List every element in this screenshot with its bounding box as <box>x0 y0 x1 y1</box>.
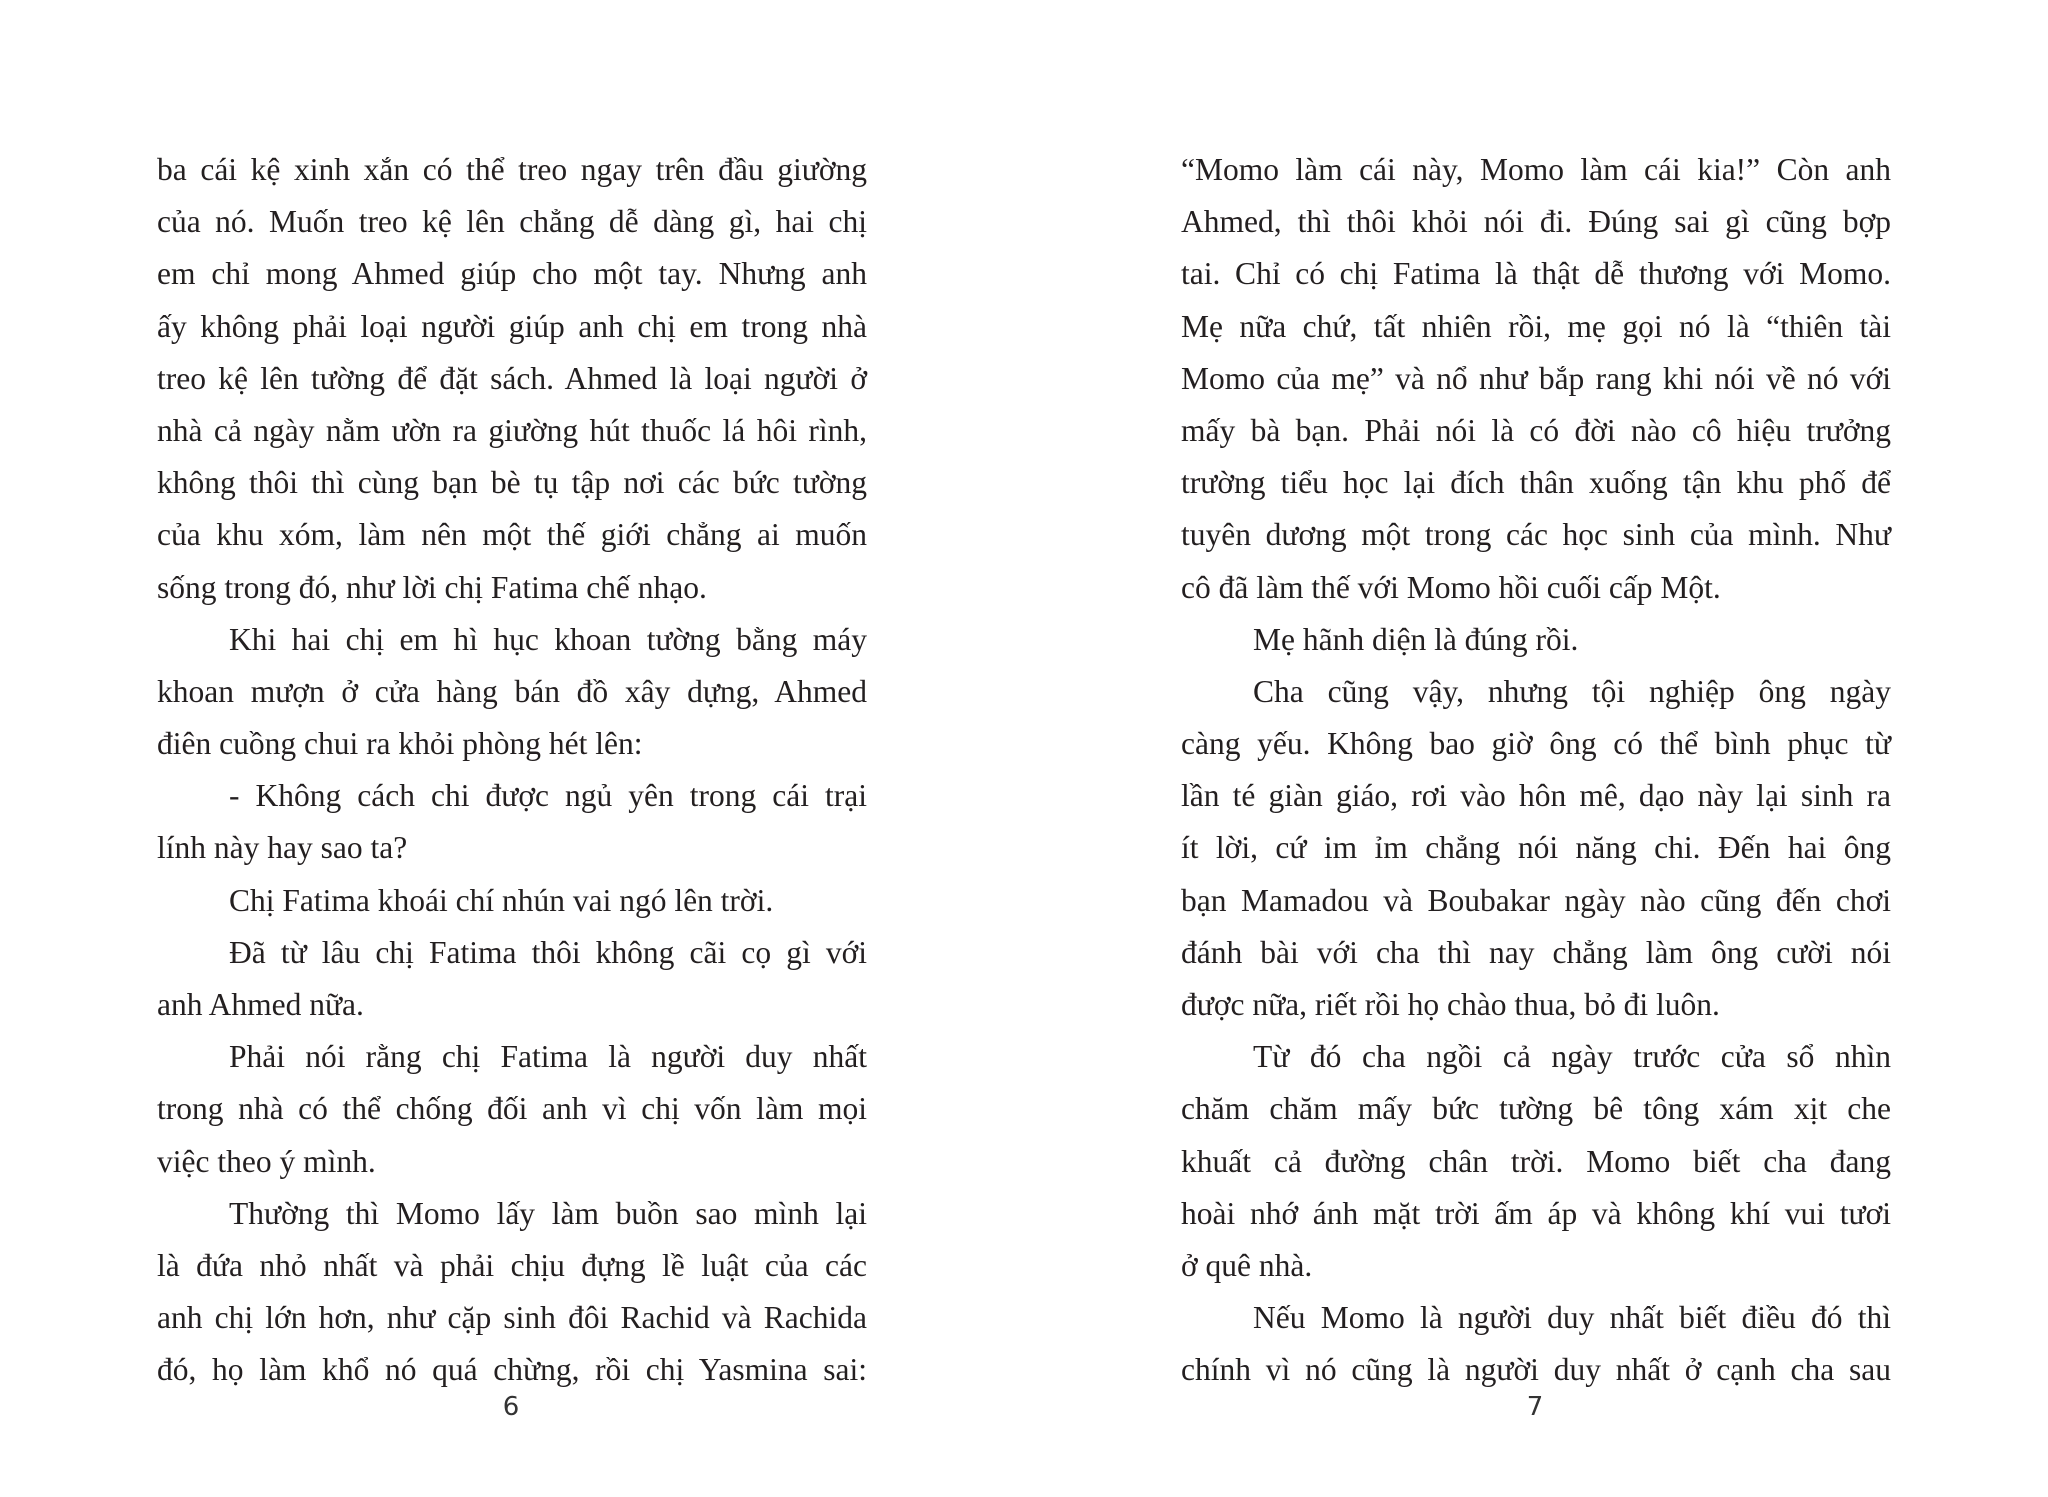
text-line: tuyên dương một trong các học sinh của mình. Như <box>1181 517 1891 553</box>
text-line: không thôi thì cùng bạn bè tụ tập nơi các bức tường <box>157 465 867 501</box>
text-line: của nó. Muốn treo kệ lên chẳng dễ dàng gì, hai chị <box>157 204 867 240</box>
text-line: việc theo ý mình. <box>157 1143 376 1179</box>
text-line: Từ đó cha ngồi cả ngày trước cửa sổ nhìn <box>1253 1039 1891 1075</box>
text-line: Cha cũng vậy, nhưng tội nghiệp ông ngày <box>1253 673 1891 709</box>
text-line: lính này hay sao ta? <box>157 830 408 866</box>
text-line: trong nhà có thể chống đối anh vì chị vốn làm mọi <box>157 1091 867 1127</box>
text-line: Mẹ nữa chứ, tất nhiên rồi, mẹ gọi nó là “thiên tài <box>1181 308 1891 344</box>
text-line: nhà cả ngày nằm ườn ra giường hút thuốc lá hôi rình, <box>157 412 867 448</box>
text-line: càng yếu. Không bao giờ ông có thể bình phục từ <box>1181 726 1891 762</box>
text-line: “Momo làm cái này, Momo làm cái kia!” Còn anh <box>1181 152 1891 187</box>
text-line: ba cái kệ xinh xắn có thể treo ngay trên đầu giường <box>157 152 867 187</box>
text-line: sống trong đó, như lời chị Fatima chế nhạo. <box>157 569 707 605</box>
text-line: tai. Chỉ có chị Fatima là thật dễ thương với Momo. <box>1181 256 1891 292</box>
right-page-text <box>1181 144 1891 1397</box>
text-line: là đứa nhỏ nhất và phải chịu đựng lề luật của các <box>157 1247 867 1283</box>
text-line: được nữa, riết rồi họ chào thua, bỏ đi luôn. <box>1181 987 1720 1022</box>
text-line: Đã từ lâu chị Fatima thôi không cãi cọ gì với <box>229 934 867 970</box>
text-line: Khi hai chị em hì hục khoan tường bằng máy <box>229 621 867 657</box>
text-line: hoài nhớ ánh mặt trời ấm áp và không khí vui tươi <box>1181 1195 1891 1231</box>
left-page-text <box>157 144 867 1397</box>
text-line: Phải nói rằng chị Fatima là người duy nhất <box>229 1039 867 1075</box>
text-line: anh chị lớn hơn, như cặp sinh đôi Rachid và Rachida <box>157 1300 867 1336</box>
text-line: đánh bài với cha thì nay chẳng làm ông cười nói <box>1181 934 1891 970</box>
text-line: đó, họ làm khổ nó quá chừng, rồi chị Yasmina sai: <box>157 1352 867 1388</box>
page-number-right: 7 <box>1526 1392 1544 1422</box>
text-line: treo kệ lên tường để đặt sách. Ahmed là loại người ở <box>157 360 867 396</box>
text-line: ấy không phải loại người giúp anh chị em trong nhà <box>157 308 867 344</box>
text-line: anh Ahmed nữa. <box>157 987 364 1022</box>
text-line: Thường thì Momo lấy làm buồn sao mình lại <box>229 1195 867 1231</box>
text-line: khuất cả đường chân trời. Momo biết cha đang <box>1181 1143 1891 1179</box>
text-line: Momo của mẹ” và nổ như bắp rang khi nói về nó với <box>1181 360 1891 396</box>
text-line: chính vì nó cũng là người duy nhất ở cạnh cha sau <box>1181 1352 1891 1388</box>
text-line: em chỉ mong Ahmed giúp cho một tay. Nhưng anh <box>157 256 867 292</box>
text-line: ở quê nhà. <box>1181 1247 1313 1283</box>
text-line: ít lời, cứ im ỉm chẳng nói năng chi. Đến hai ông <box>1181 830 1891 866</box>
text-line: điên cuồng chui ra khỏi phòng hét lên: <box>157 726 643 762</box>
text-line: trường tiểu học lại đích thân xuống tận khu phố để <box>1181 465 1891 501</box>
text-line: Chị Fatima khoái chí nhún vai ngó lên trời. <box>229 882 774 918</box>
text-line: chăm chăm mấy bức tường bê tông xám xịt che <box>1181 1091 1891 1127</box>
text-line: cô đã làm thế với Momo hồi cuối cấp Một. <box>1181 569 1721 605</box>
text-line: - Không cách chi được ngủ yên trong cái trại <box>229 778 867 814</box>
text-line: Ahmed, thì thôi khỏi nói đi. Đúng sai gì cũng bợp <box>1181 204 1891 240</box>
text-line: mấy bà bạn. Phải nói là có đời nào cô hiệu trưởng <box>1181 412 1891 448</box>
text-line: Nếu Momo là người duy nhất biết điều đó thì <box>1253 1300 1891 1336</box>
text-line: lần té giàn giáo, rơi vào hôn mê, dạo này lại sinh ra <box>1181 778 1891 814</box>
text-line: khoan mượn ở cửa hàng bán đồ xây dựng, Ahmed <box>157 673 867 709</box>
text-line: Mẹ hãnh diện là đúng rồi. <box>1253 621 1579 657</box>
text-line: của khu xóm, làm nên một thế giới chẳng ai muốn <box>157 517 867 553</box>
text-line: bạn Mamadou và Boubakar ngày nào cũng đến chơi <box>1181 882 1891 918</box>
page-number-left: 6 <box>502 1392 520 1422</box>
